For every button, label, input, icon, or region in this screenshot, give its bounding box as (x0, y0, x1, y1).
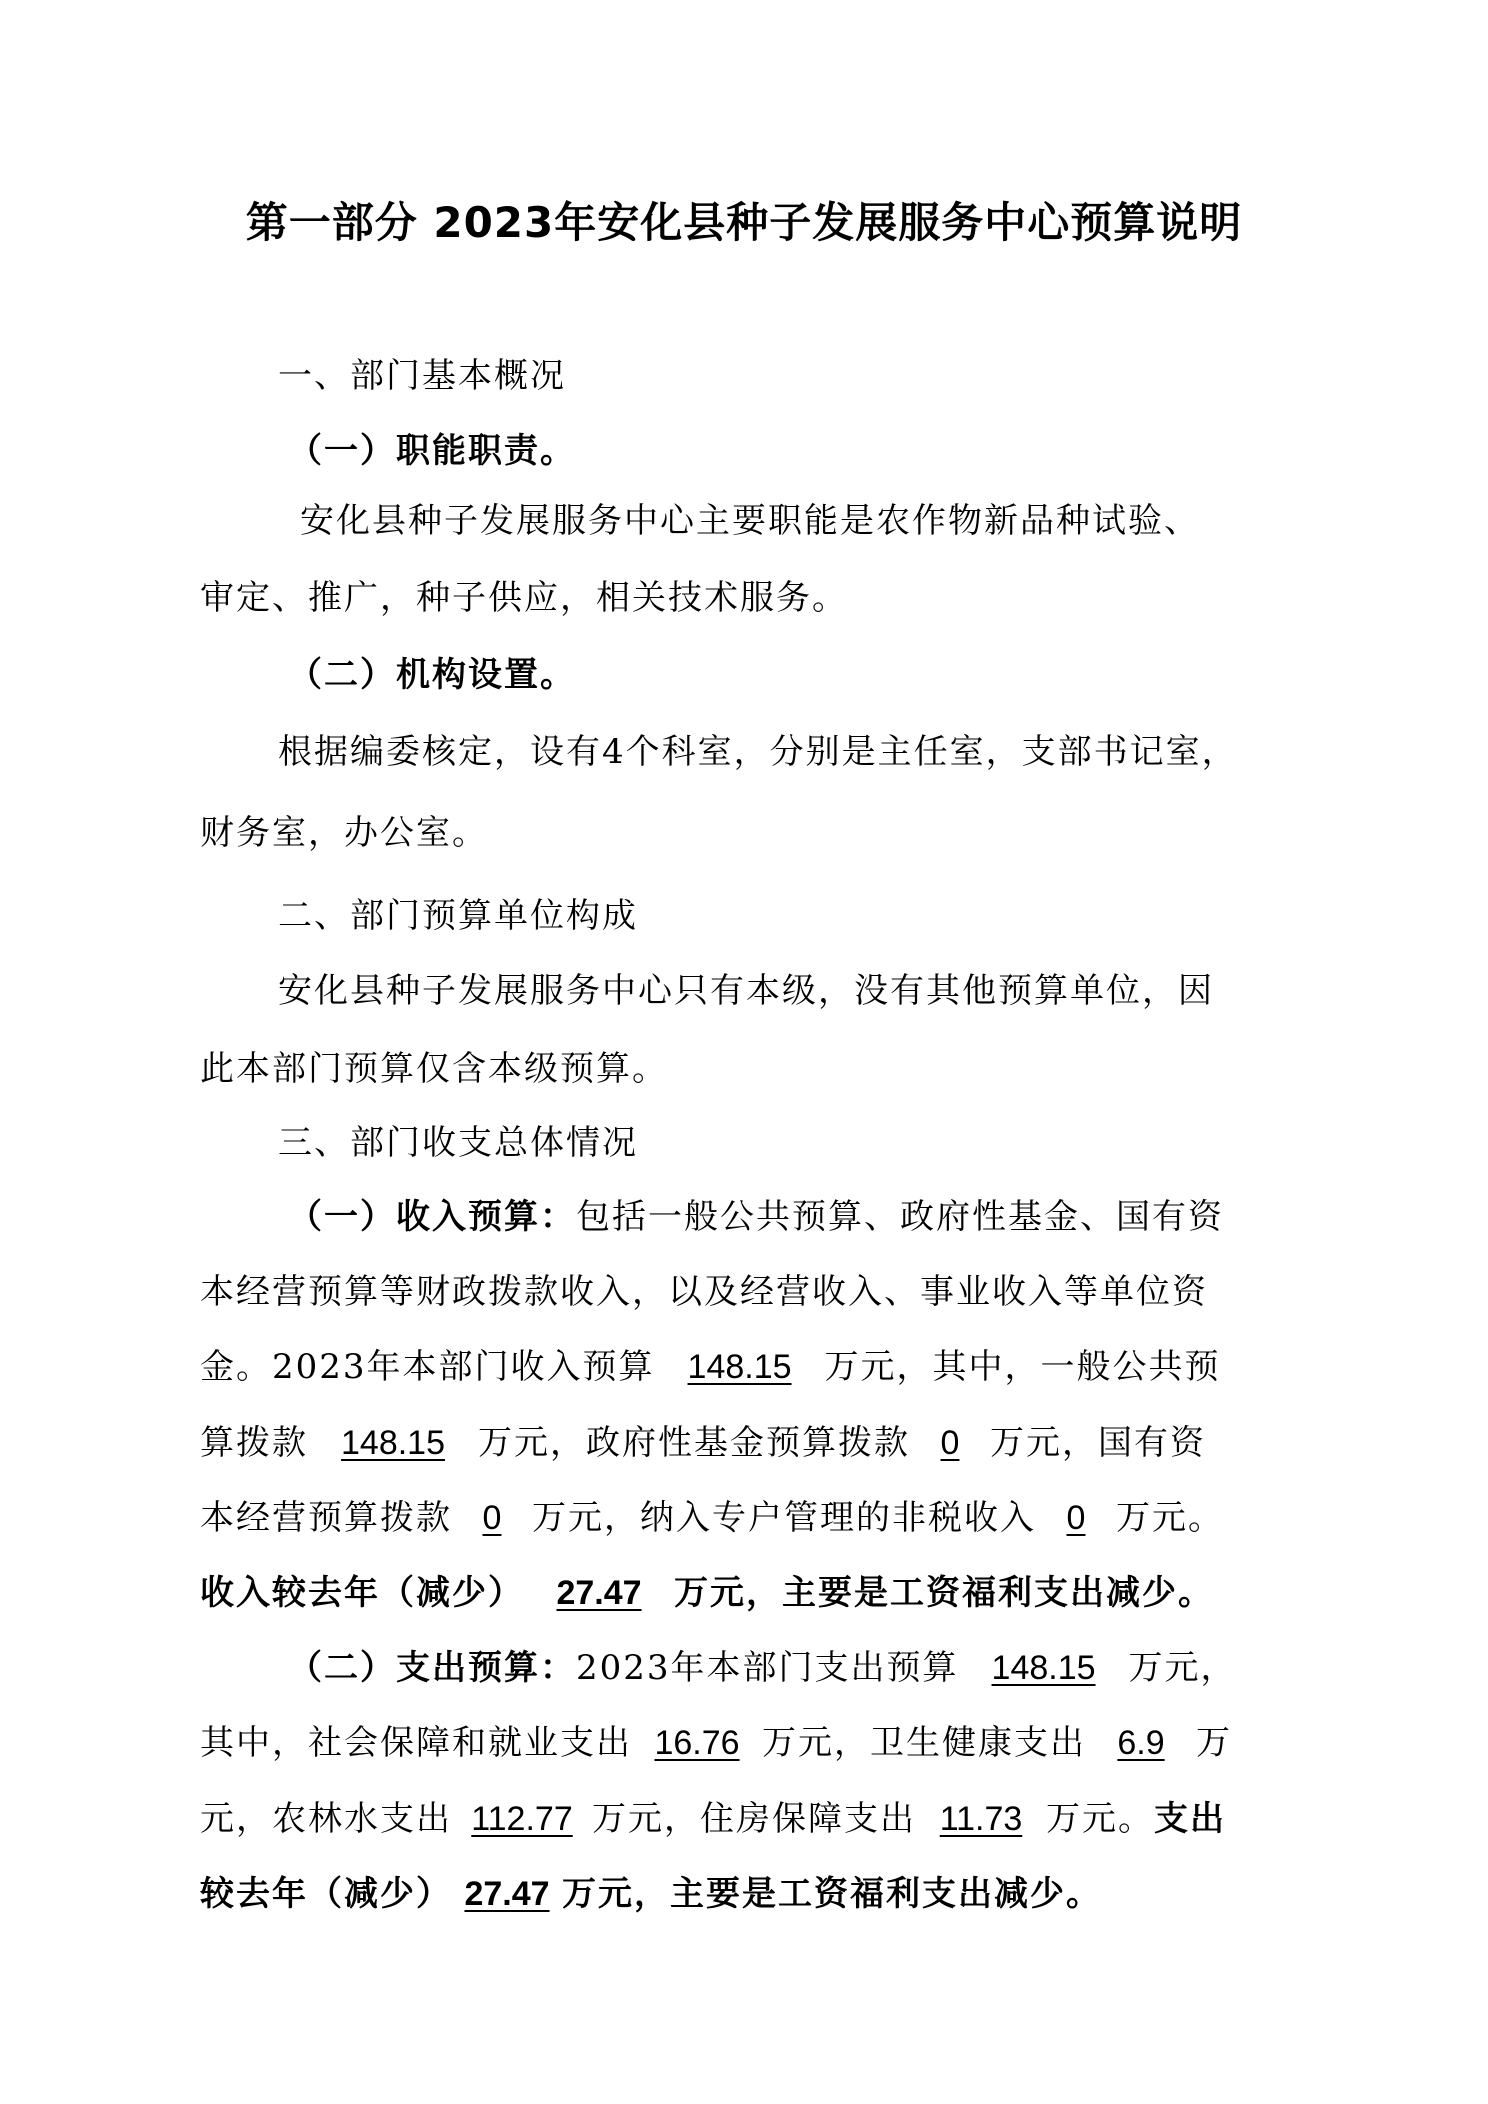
gov-fund-value: 0 (940, 1424, 960, 1462)
income-change-value: 27.47 (556, 1574, 642, 1612)
page-title: 第一部分 2023年安化县种子发展服务中心预算说明 (245, 198, 1243, 247)
expense-change-value: 27.47 (464, 1875, 550, 1913)
health-value: 6.9 (1117, 1724, 1165, 1762)
expense-total-value: 148.15 (991, 1649, 1096, 1687)
expense-line-1 (288, 1644, 1388, 1692)
income-line-1 (288, 1193, 1388, 1241)
income-line-1-text: 包括一般公共预算、政府性基金、国有资 (576, 1197, 1224, 1237)
structure-text-line-1: 根据编委核定，设有4个科室，分别是主任室，支部书记室， (278, 732, 1238, 772)
section-1-sub-1-heading: （一）职能职责。 (288, 431, 576, 471)
expense-line-3 (200, 1795, 1300, 1843)
section-3-heading: 三、部门收支总体情况 (278, 1123, 638, 1163)
expense-change-text-b: 万元，主要是工资福利支出减少。 (562, 1874, 1102, 1914)
income-line-4-text-b: 万元，政府性基金预算拨款 (478, 1423, 910, 1463)
expense-line-3-text-b: 万元，住房保障支出 (592, 1799, 916, 1839)
expense-line-4 (200, 1870, 1300, 1918)
expense-line-1-text-b: 万元， (1128, 1648, 1237, 1688)
expense-line-3-text-d: 支出 (1154, 1799, 1226, 1839)
section-1-heading: 一、部门基本概况 (278, 356, 566, 396)
section-1-sub-2-heading: （二）机构设置。 (288, 655, 576, 695)
expense-line-2 (200, 1719, 1300, 1767)
structure-text-line-2: 财务室，办公室。 (200, 813, 488, 853)
expense-label: （二）支出预算： (288, 1648, 576, 1688)
income-change-text-a: 收入较去年（减少） (200, 1573, 524, 1613)
income-line-2: 本经营预算等财政拨款收入，以及经营收入、事业收入等单位资 (200, 1272, 1208, 1312)
income-line-4-text-c: 万元，国有资 (990, 1423, 1206, 1463)
duties-text-line-2: 审定、推广，种子供应，相关技术服务。 (200, 578, 848, 618)
income-line-5-text-a: 本经营预算拨款 (200, 1498, 452, 1538)
social-security-value: 16.76 (654, 1724, 740, 1762)
state-capital-value: 0 (482, 1499, 502, 1537)
income-line-3 (200, 1343, 1300, 1391)
expense-line-2-text-b: 万元，卫生健康支出 (762, 1723, 1086, 1763)
expense-line-3-text-a: 元，农林水支出 (200, 1799, 452, 1839)
housing-value: 11.73 (939, 1800, 1023, 1838)
income-line-5-text-c: 万元。 (1116, 1498, 1224, 1538)
non-tax-income-value: 0 (1066, 1499, 1086, 1537)
income-line-4-text-a: 算拨款 (200, 1423, 308, 1463)
units-text-line-2: 此本部门预算仅含本级预算。 (200, 1049, 668, 1089)
expense-line-3-text-c: 万元。 (1046, 1799, 1154, 1839)
income-line-4 (200, 1419, 1300, 1467)
income-line-5-text-b: 万元，纳入专户管理的非税收入 (532, 1498, 1036, 1538)
expense-line-1-text-a: 2023年本部门支出预算 (576, 1648, 959, 1688)
agriculture-value: 112.77 (471, 1800, 573, 1838)
expense-line-2-text-c: 万 (1196, 1723, 1232, 1763)
income-change-text-b: 万元，主要是工资福利支出减少。 (674, 1573, 1214, 1613)
income-line-6 (200, 1569, 1300, 1617)
units-text-line-1: 安化县种子发展服务中心只有本级，没有其他预算单位，因 (278, 971, 1214, 1011)
duties-text-line-1: 安化县种子发展服务中心主要职能是农作物新品种试验、 (300, 501, 1200, 541)
income-label: （一）收入预算： (288, 1197, 576, 1237)
expense-line-2-text-a: 其中，社会保障和就业支出 (200, 1723, 632, 1763)
expense-change-text-a: 较去年（减少） (200, 1874, 452, 1914)
general-budget-value: 148.15 (341, 1424, 445, 1462)
income-line-3-text-a: 金。2023年本部门收入预算 (200, 1347, 655, 1387)
income-line-5 (200, 1494, 1300, 1542)
income-line-3-text-b: 万元，其中，一般公共预 (824, 1347, 1221, 1387)
income-total-value: 148.15 (687, 1348, 792, 1386)
section-2-heading: 二、部门预算单位构成 (278, 896, 638, 936)
